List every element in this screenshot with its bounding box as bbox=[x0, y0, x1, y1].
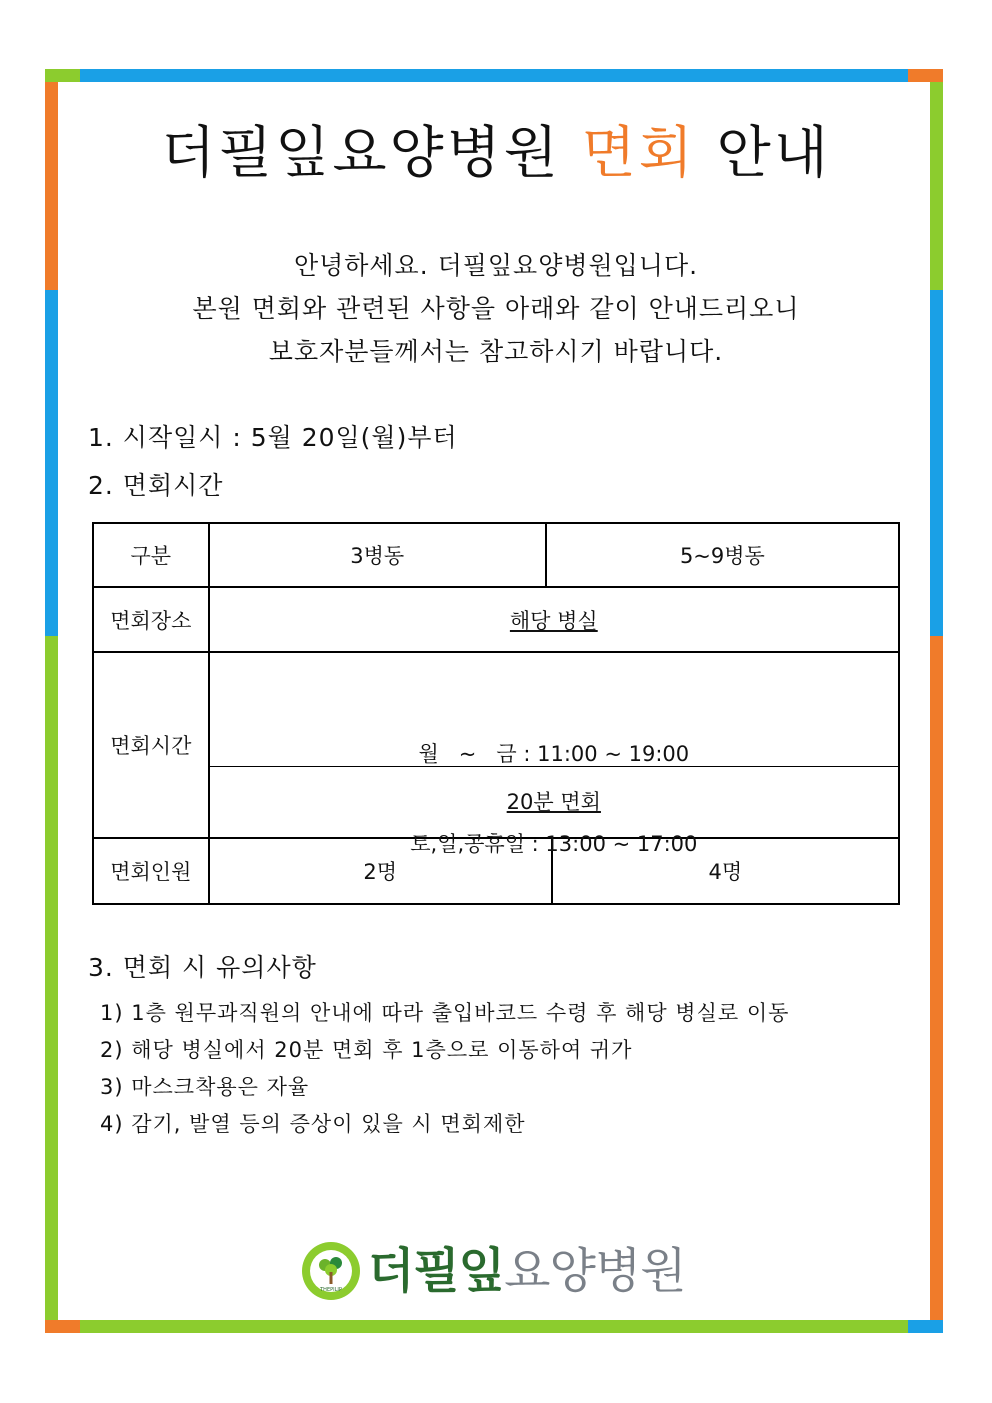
section-start-date: 1. 시작일시 : 5월 20일(월)부터 bbox=[88, 423, 458, 452]
table-header-category: 구분 bbox=[93, 523, 209, 587]
frame-right-segment-3 bbox=[930, 636, 943, 1320]
frame-bottom-segment bbox=[80, 1320, 908, 1333]
table-header-ward-b: 5~9병동 bbox=[546, 523, 899, 587]
frame-top-left-segment bbox=[45, 69, 80, 82]
row-label-place: 면회장소 bbox=[93, 587, 209, 652]
tree-emblem-icon bbox=[300, 1240, 362, 1302]
page-title bbox=[0, 118, 992, 190]
people-ward-b: 4명 bbox=[552, 838, 899, 904]
place-value: 해당 병실 bbox=[509, 608, 598, 633]
hospital-logo bbox=[300, 1238, 700, 1306]
frame-top-segment bbox=[80, 69, 908, 82]
row-label-time: 면회시간 bbox=[93, 652, 209, 838]
title-suffix: 안내 bbox=[695, 121, 831, 186]
time-weekend: 토,일,공휴일 : 13:00 ~ 17:00 bbox=[410, 832, 698, 856]
people-ward-a: 2명 bbox=[209, 838, 552, 904]
frame-bottom-left-segment bbox=[45, 1320, 80, 1333]
list-item: 3) 마스크착용은 자율 bbox=[100, 1075, 310, 1099]
time-weekday: 월 ~ 금 : 11:00 ~ 19:00 bbox=[418, 742, 690, 766]
section-visit-hours: 2. 면회시간 bbox=[88, 471, 224, 500]
table-row bbox=[93, 587, 899, 652]
intro-paragraph bbox=[0, 244, 992, 373]
precaution-list bbox=[100, 995, 789, 1143]
table-row bbox=[93, 652, 899, 838]
frame-bottom-right-segment bbox=[908, 1320, 943, 1333]
intro-line: 안녕하세요. 더필잎요양병원입니다. bbox=[293, 251, 699, 280]
emblem-text: THEPILIP bbox=[320, 1287, 342, 1293]
table-header-ward-a: 3병동 bbox=[209, 523, 546, 587]
intro-line: 보호자분들께서는 참고하시기 바랍니다. bbox=[268, 337, 724, 366]
title-highlight: 면회 bbox=[581, 121, 696, 186]
list-item: 2) 해당 병실에서 20분 면회 후 1층으로 이동하여 귀가 bbox=[100, 1038, 633, 1062]
list-item: 4) 감기, 발열 등의 증상이 있을 시 면회제한 bbox=[100, 1112, 526, 1136]
visit-schedule-table bbox=[92, 522, 900, 905]
duration-row bbox=[210, 766, 898, 837]
place-cell bbox=[209, 587, 899, 652]
logo-name-light: 요양병원 bbox=[504, 1243, 686, 1299]
frame-left-segment-3 bbox=[45, 636, 58, 1320]
title-prefix: 더필잎요양병원 bbox=[161, 121, 582, 186]
row-label-people: 면회인원 bbox=[93, 838, 209, 904]
table-row bbox=[93, 523, 899, 587]
time-cell bbox=[209, 652, 899, 856]
duration-value: 20분 면회 bbox=[506, 790, 601, 814]
frame-top-right-segment bbox=[908, 69, 943, 82]
section-precautions: 3. 면회 시 유의사항 bbox=[88, 953, 317, 982]
list-item: 1) 1층 원무과직원의 안내에 따라 출입바코드 수령 후 해당 병실로 이동 bbox=[100, 1001, 790, 1025]
intro-line: 본원 면회와 관련된 사항을 아래와 같이 안내드리오니 bbox=[192, 294, 800, 323]
logo-name-strong: 더필잎 bbox=[368, 1243, 505, 1299]
logo-wordmark bbox=[368, 1240, 686, 1302]
